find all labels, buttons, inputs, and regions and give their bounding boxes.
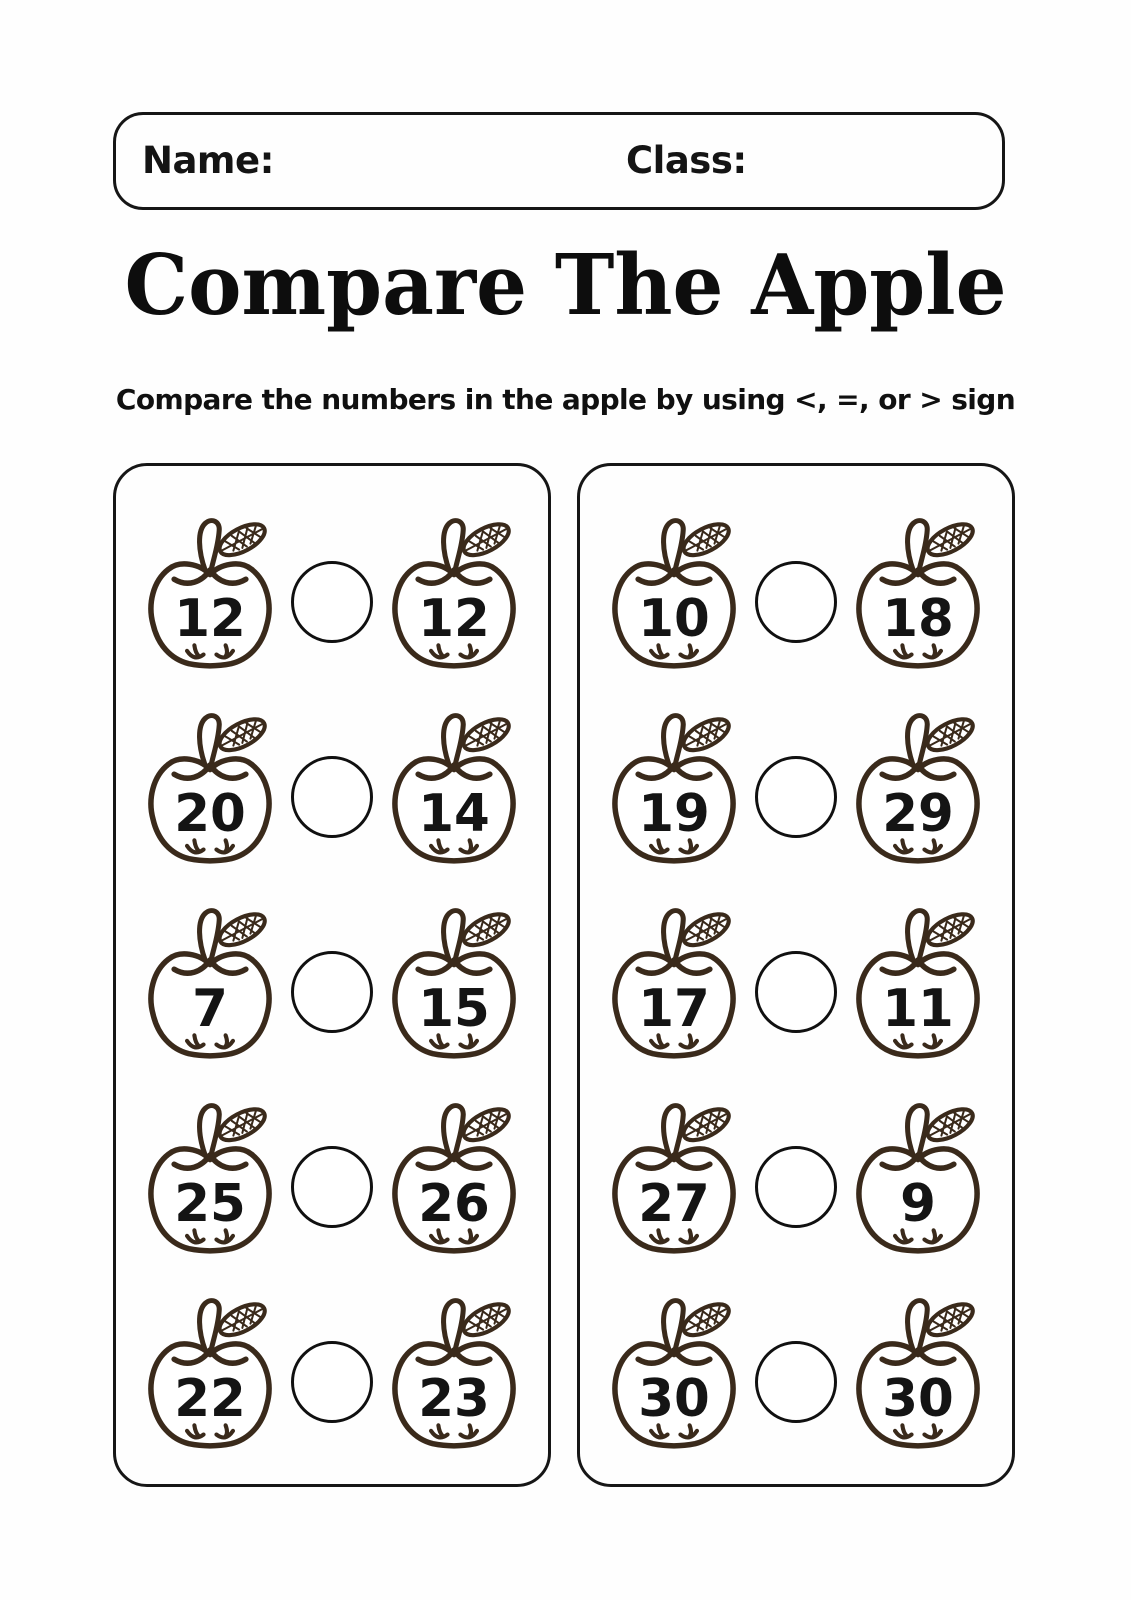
answer-circle[interactable] (291, 756, 373, 838)
right-apple (385, 1294, 523, 1452)
apple-stem-icon (664, 911, 684, 961)
apple-stem-icon (908, 1106, 928, 1156)
left-apple (141, 1099, 279, 1257)
page-title: Compare The Apple (124, 236, 1007, 334)
apple-icon (385, 1099, 523, 1257)
apple-stem-icon (444, 521, 464, 571)
apple-stem-icon (444, 1301, 464, 1351)
apple-number: 7 (192, 979, 228, 1040)
apple-icon (605, 1099, 743, 1257)
apple-leaf-icon (459, 713, 514, 757)
answer-circle[interactable] (291, 1146, 373, 1228)
left-apple (605, 514, 743, 672)
apple-icon (141, 1099, 279, 1257)
right-apple (385, 904, 523, 1062)
comparison-row (605, 514, 987, 672)
left-apple (605, 709, 743, 867)
apple-number: 27 (638, 1174, 710, 1235)
apple-number: 23 (418, 1369, 490, 1430)
apple-leaf-icon (679, 518, 734, 562)
answer-circle[interactable] (755, 756, 837, 838)
name-class-box (113, 112, 1005, 210)
apple-stem-icon (444, 911, 464, 961)
apple-stem-icon (444, 1106, 464, 1156)
answer-circle[interactable] (755, 951, 837, 1033)
apple-icon (385, 904, 523, 1062)
apple-leaf-icon (215, 518, 270, 562)
apple-icon (141, 1294, 279, 1452)
apple-stem-icon (908, 1301, 928, 1351)
apple-leaf-icon (923, 1298, 978, 1342)
apple-leaf-icon (923, 518, 978, 562)
answer-circle[interactable] (755, 1146, 837, 1228)
apple-stem-icon (664, 1106, 684, 1156)
left-apple (141, 1294, 279, 1452)
answer-circle[interactable] (755, 1341, 837, 1423)
apple-icon (385, 1294, 523, 1452)
comparison-row (141, 1294, 523, 1452)
apple-leaf-icon (923, 713, 978, 757)
comparison-row (605, 1099, 987, 1257)
left-apple (141, 709, 279, 867)
left-apple (141, 904, 279, 1062)
right-apple (849, 1294, 987, 1452)
apple-leaf-icon (679, 1103, 734, 1147)
apple-stem-icon (664, 716, 684, 766)
apple-stem-icon (200, 1106, 220, 1156)
answer-circle[interactable] (291, 561, 373, 643)
apple-leaf-icon (679, 713, 734, 757)
comparison-row (605, 709, 987, 867)
right-apple (385, 709, 523, 867)
apple-leaf-icon (679, 1298, 734, 1342)
comparison-row (141, 514, 523, 672)
apple-leaf-icon (923, 1103, 978, 1147)
apple-number: 19 (638, 784, 710, 845)
apple-stem-icon (664, 1301, 684, 1351)
apple-icon (849, 1099, 987, 1257)
apple-number: 9 (900, 1174, 936, 1235)
apple-leaf-icon (215, 1298, 270, 1342)
apple-stem-icon (908, 716, 928, 766)
apple-leaf-icon (923, 908, 978, 952)
apple-icon (849, 709, 987, 867)
apple-leaf-icon (459, 518, 514, 562)
apple-stem-icon (444, 716, 464, 766)
apple-icon (141, 904, 279, 1062)
comparison-panel-right (577, 463, 1015, 1487)
apple-stem-icon (200, 716, 220, 766)
right-apple (385, 1099, 523, 1257)
apple-stem-icon (200, 911, 220, 961)
apple-number: 11 (882, 979, 954, 1040)
apple-number: 14 (418, 784, 490, 845)
apple-number: 29 (882, 784, 954, 845)
apple-icon (605, 1294, 743, 1452)
apple-icon (605, 709, 743, 867)
apple-number: 18 (882, 589, 954, 650)
apple-icon (849, 1294, 987, 1452)
left-apple (605, 1099, 743, 1257)
apple-icon (141, 709, 279, 867)
class-label: Class: (626, 139, 747, 182)
apple-number: 12 (174, 589, 246, 650)
comparison-row (141, 1099, 523, 1257)
apple-leaf-icon (215, 1103, 270, 1147)
apple-number: 17 (638, 979, 710, 1040)
apple-number: 25 (174, 1174, 246, 1235)
apple-number: 30 (882, 1369, 954, 1430)
apple-icon (605, 514, 743, 672)
apple-number: 15 (418, 979, 490, 1040)
apple-icon (141, 514, 279, 672)
apple-number: 20 (174, 784, 246, 845)
apple-icon (385, 709, 523, 867)
apple-leaf-icon (679, 908, 734, 952)
right-apple (849, 514, 987, 672)
right-apple (849, 709, 987, 867)
comparison-row (605, 904, 987, 1062)
apple-stem-icon (664, 521, 684, 571)
left-apple (141, 514, 279, 672)
comparison-row (141, 709, 523, 867)
right-apple (849, 1099, 987, 1257)
left-apple (605, 904, 743, 1062)
apple-number: 12 (418, 589, 490, 650)
apple-number: 30 (638, 1369, 710, 1430)
answer-circle[interactable] (291, 951, 373, 1033)
apple-icon (849, 514, 987, 672)
right-apple (385, 514, 523, 672)
apple-number: 22 (174, 1369, 246, 1430)
apple-stem-icon (908, 911, 928, 961)
apple-leaf-icon (215, 713, 270, 757)
apple-leaf-icon (459, 908, 514, 952)
comparison-row (605, 1294, 987, 1452)
apple-leaf-icon (459, 1103, 514, 1147)
comparison-row (141, 904, 523, 1062)
apple-stem-icon (200, 1301, 220, 1351)
apple-leaf-icon (459, 1298, 514, 1342)
apple-number: 10 (638, 589, 710, 650)
answer-circle[interactable] (755, 561, 837, 643)
apple-icon (605, 904, 743, 1062)
right-apple (849, 904, 987, 1062)
apple-stem-icon (908, 521, 928, 571)
comparison-panel-left (113, 463, 551, 1487)
apple-leaf-icon (215, 908, 270, 952)
apple-number: 26 (418, 1174, 490, 1235)
apple-icon (849, 904, 987, 1062)
apple-stem-icon (200, 521, 220, 571)
instructions-text: Compare the numbers in the apple by using <, =, or > sign (115, 383, 1016, 416)
name-label: Name: (142, 139, 274, 182)
apple-icon (385, 514, 523, 672)
answer-circle[interactable] (291, 1341, 373, 1423)
left-apple (605, 1294, 743, 1452)
